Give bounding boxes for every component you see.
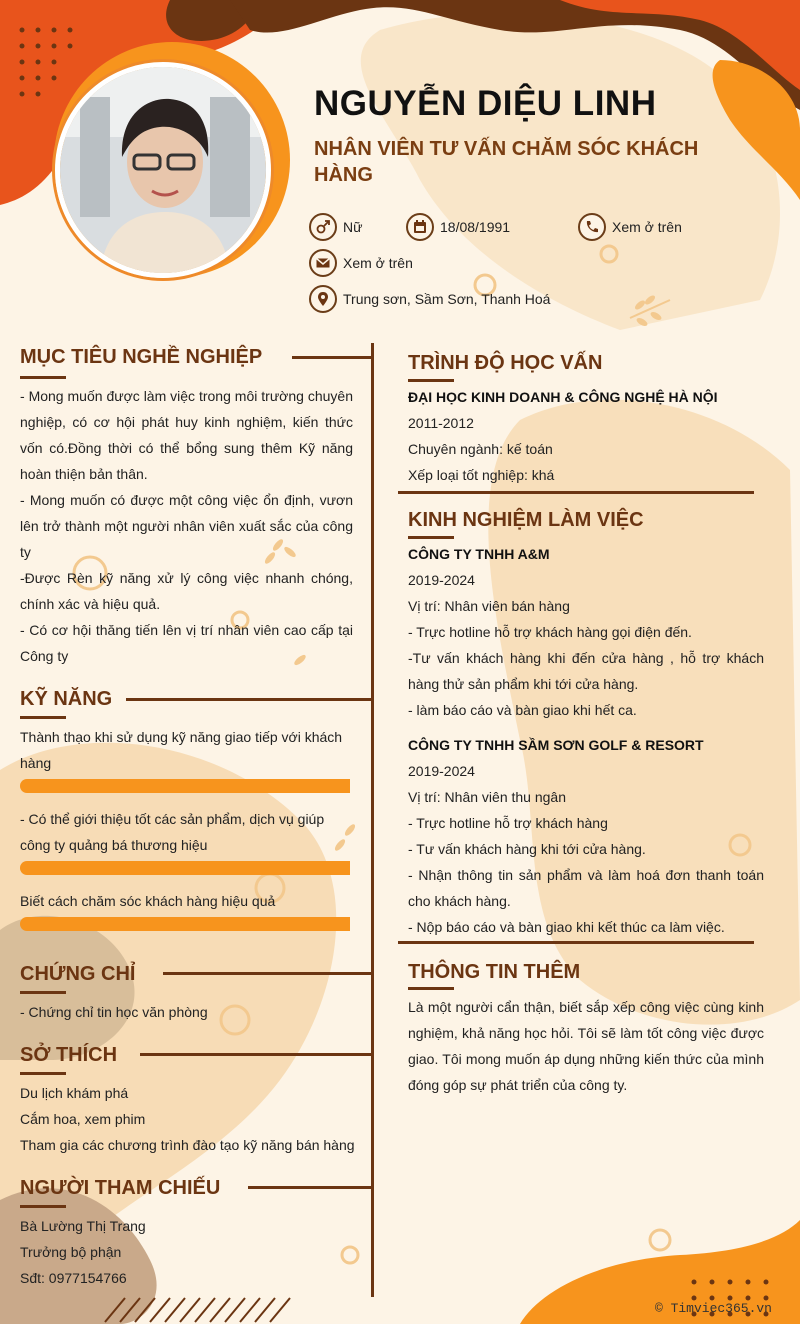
job-line: - Nhận thông tin sản phẩm và làm hoá đơn thanh toán cho khách hàng. xyxy=(408,867,764,909)
company-name: CÔNG TY TNHH SẦM SƠN GOLF & RESORT xyxy=(408,737,704,753)
objective-line: - Mong muốn được làm việc trong môi trường chuyên nghiệp, có cơ hội phát huy kinh nghiệm, kiến thức vốn có.Đồng thời có thể bổng sung thêm Kỹ năng hoàn thiện bản thân. xyxy=(20,388,353,482)
objective-body xyxy=(20,383,353,669)
hobby-item: Du lịch khám phá xyxy=(20,1085,129,1101)
job-line: - làm báo cáo và bàn giao khi hết ca. xyxy=(408,702,637,718)
school-name: ĐẠI HỌC KINH DOANH & CÔNG NGHỆ HÀ NỘI xyxy=(408,389,718,405)
job-title: NHÂN VIÊN TƯ VẤN CHĂM SÓC KHÁCH HÀNG xyxy=(314,138,699,186)
person-photo-icon xyxy=(60,67,266,273)
skill-text: Biết cách chăm sóc khách hàng hiệu quả xyxy=(20,893,276,909)
education-underline xyxy=(408,379,454,382)
reference-item: Trưởng bộ phận xyxy=(20,1244,122,1260)
hobbies-title: SỞ THÍCH xyxy=(20,1044,118,1066)
skill-bar-fill xyxy=(20,917,350,931)
company-name: CÔNG TY TNHH A&M xyxy=(408,546,550,562)
contact-gender xyxy=(309,213,362,241)
footer-credit: © Timviec365.vn xyxy=(654,1301,772,1316)
hobbies-rule xyxy=(140,1053,372,1056)
profile-photo xyxy=(55,62,271,278)
phone-value: Xem ở trên xyxy=(612,219,682,235)
contact-address xyxy=(309,285,550,313)
education-divider xyxy=(398,491,754,494)
hobbies-underline xyxy=(20,1072,66,1075)
education-title: TRÌNH ĐỘ HỌC VẤN xyxy=(408,352,603,374)
additional-text: Là một người cẩn thận, biết sắp xếp công việc cùng kinh nghiệm, khả năng học hỏi. Tôi sẽ làm tốt công việc được giao. Tôi mong muốn áp dụng những kiến thức của mình đóng góp sự phát triển của công ty. xyxy=(408,999,764,1093)
envelope-icon xyxy=(309,249,337,277)
job-line: - Tư vấn khách hàng khi tới cửa hàng. xyxy=(408,841,646,857)
certificates-title: CHỨNG CHỈ xyxy=(20,963,136,985)
experience-job xyxy=(408,732,764,940)
job-line: - Nộp báo cáo và bàn giao khi kết thúc ca làm việc. xyxy=(408,919,725,935)
objective-underline xyxy=(20,376,66,379)
objective-title: MỤC TIÊU NGHỀ NGHIỆP xyxy=(20,346,263,368)
education-grade: Xếp loại tốt nghiệp: khá xyxy=(408,467,555,483)
objective-line: - Có cơ hội thăng tiến lên vị trí nhân viên cao cấp tại Công ty xyxy=(20,622,353,664)
gender-icon xyxy=(309,213,337,241)
education-major: Chuyên ngành: kế toán xyxy=(408,441,553,457)
reference-item: Bà Lường Thị Trang xyxy=(20,1218,146,1234)
job-line: - Trực hotline hỗ trợ khách hàng xyxy=(408,815,608,831)
hobby-item: Tham gia các chương trình đào tạo kỹ năng bán hàng xyxy=(20,1137,355,1153)
references-underline xyxy=(20,1205,66,1208)
column-divider xyxy=(371,343,374,1297)
skills-rule xyxy=(126,698,372,701)
job-line: Vị trí: Nhân viên thu ngân xyxy=(408,789,566,805)
gender-value: Nữ xyxy=(343,219,363,235)
objective-rule xyxy=(292,356,372,359)
reference-item: Sđt: 0977154766 xyxy=(20,1270,127,1286)
contact-email xyxy=(309,249,413,277)
contact-birthday xyxy=(406,213,510,241)
job-line: Vị trí: Nhân viên bán hàng xyxy=(408,598,570,614)
experience-underline xyxy=(408,536,454,539)
hobby-item: Cắm hoa, xem phim xyxy=(20,1111,146,1127)
candidate-name: NGUYỄN DIỆU LINH xyxy=(314,84,657,123)
skill-text: Thành thạo khi sử dụng kỹ năng giao tiếp với khách hàng xyxy=(20,729,343,771)
certificates-underline xyxy=(20,991,66,994)
education-body xyxy=(408,384,764,488)
job-period: 2019-2024 xyxy=(408,763,475,779)
experience-divider xyxy=(398,941,754,944)
location-pin-icon xyxy=(309,285,337,313)
email-value: Xem ở trên xyxy=(343,255,413,271)
certificate-item: - Chứng chỉ tin học văn phòng xyxy=(20,1004,208,1020)
objective-line: - Mong muốn có được một công việc ổn định, vươn lên trở thành một người nhân viên xuất sắc của công ty xyxy=(20,492,353,560)
references-list xyxy=(20,1213,350,1291)
birthday-value: 18/08/1991 xyxy=(440,219,511,235)
address-value: Trung sơn, Sầm Sơn, Thanh Hoá xyxy=(343,291,551,307)
education-period: 2011-2012 xyxy=(408,415,474,431)
additional-title: THÔNG TIN THÊM xyxy=(408,961,581,983)
skill-bar xyxy=(20,917,350,931)
certificates-rule xyxy=(163,972,372,975)
job-line: -Tư vấn khách hàng khi đến cửa hàng , hỗ trợ khách hàng thử sản phẩm khi tới cửa hàng. xyxy=(408,650,764,692)
calendar-icon xyxy=(406,213,434,241)
references-title: NGƯỜI THAM CHIẾU xyxy=(20,1177,221,1199)
objective-line: -Được Rèn kỹ năng xử lý công việc nhanh chóng, chính xác và hiệu quả. xyxy=(20,570,353,612)
skills-title: KỸ NĂNG xyxy=(20,688,113,710)
skill-text: - Có thể giới thiệu tốt các sản phẩm, dịch vụ giúp công ty quảng bá thương hiệu xyxy=(20,811,325,853)
hobbies-list xyxy=(20,1080,360,1158)
job-line: - Trực hotline hỗ trợ khách hàng gọi điện đến. xyxy=(408,624,692,640)
experience-job xyxy=(408,541,764,723)
skill-bar-fill xyxy=(20,779,350,793)
job-period: 2019-2024 xyxy=(408,572,475,588)
experience-title: KINH NGHIỆM LÀM VIỆC xyxy=(408,509,644,531)
contact-phone xyxy=(578,213,682,241)
references-rule xyxy=(248,1186,372,1189)
skills-underline xyxy=(20,716,66,719)
additional-underline xyxy=(408,987,454,990)
skill-bar xyxy=(20,779,350,793)
phone-icon xyxy=(578,213,606,241)
skill-bar-fill xyxy=(20,861,350,875)
skill-bar xyxy=(20,861,350,875)
